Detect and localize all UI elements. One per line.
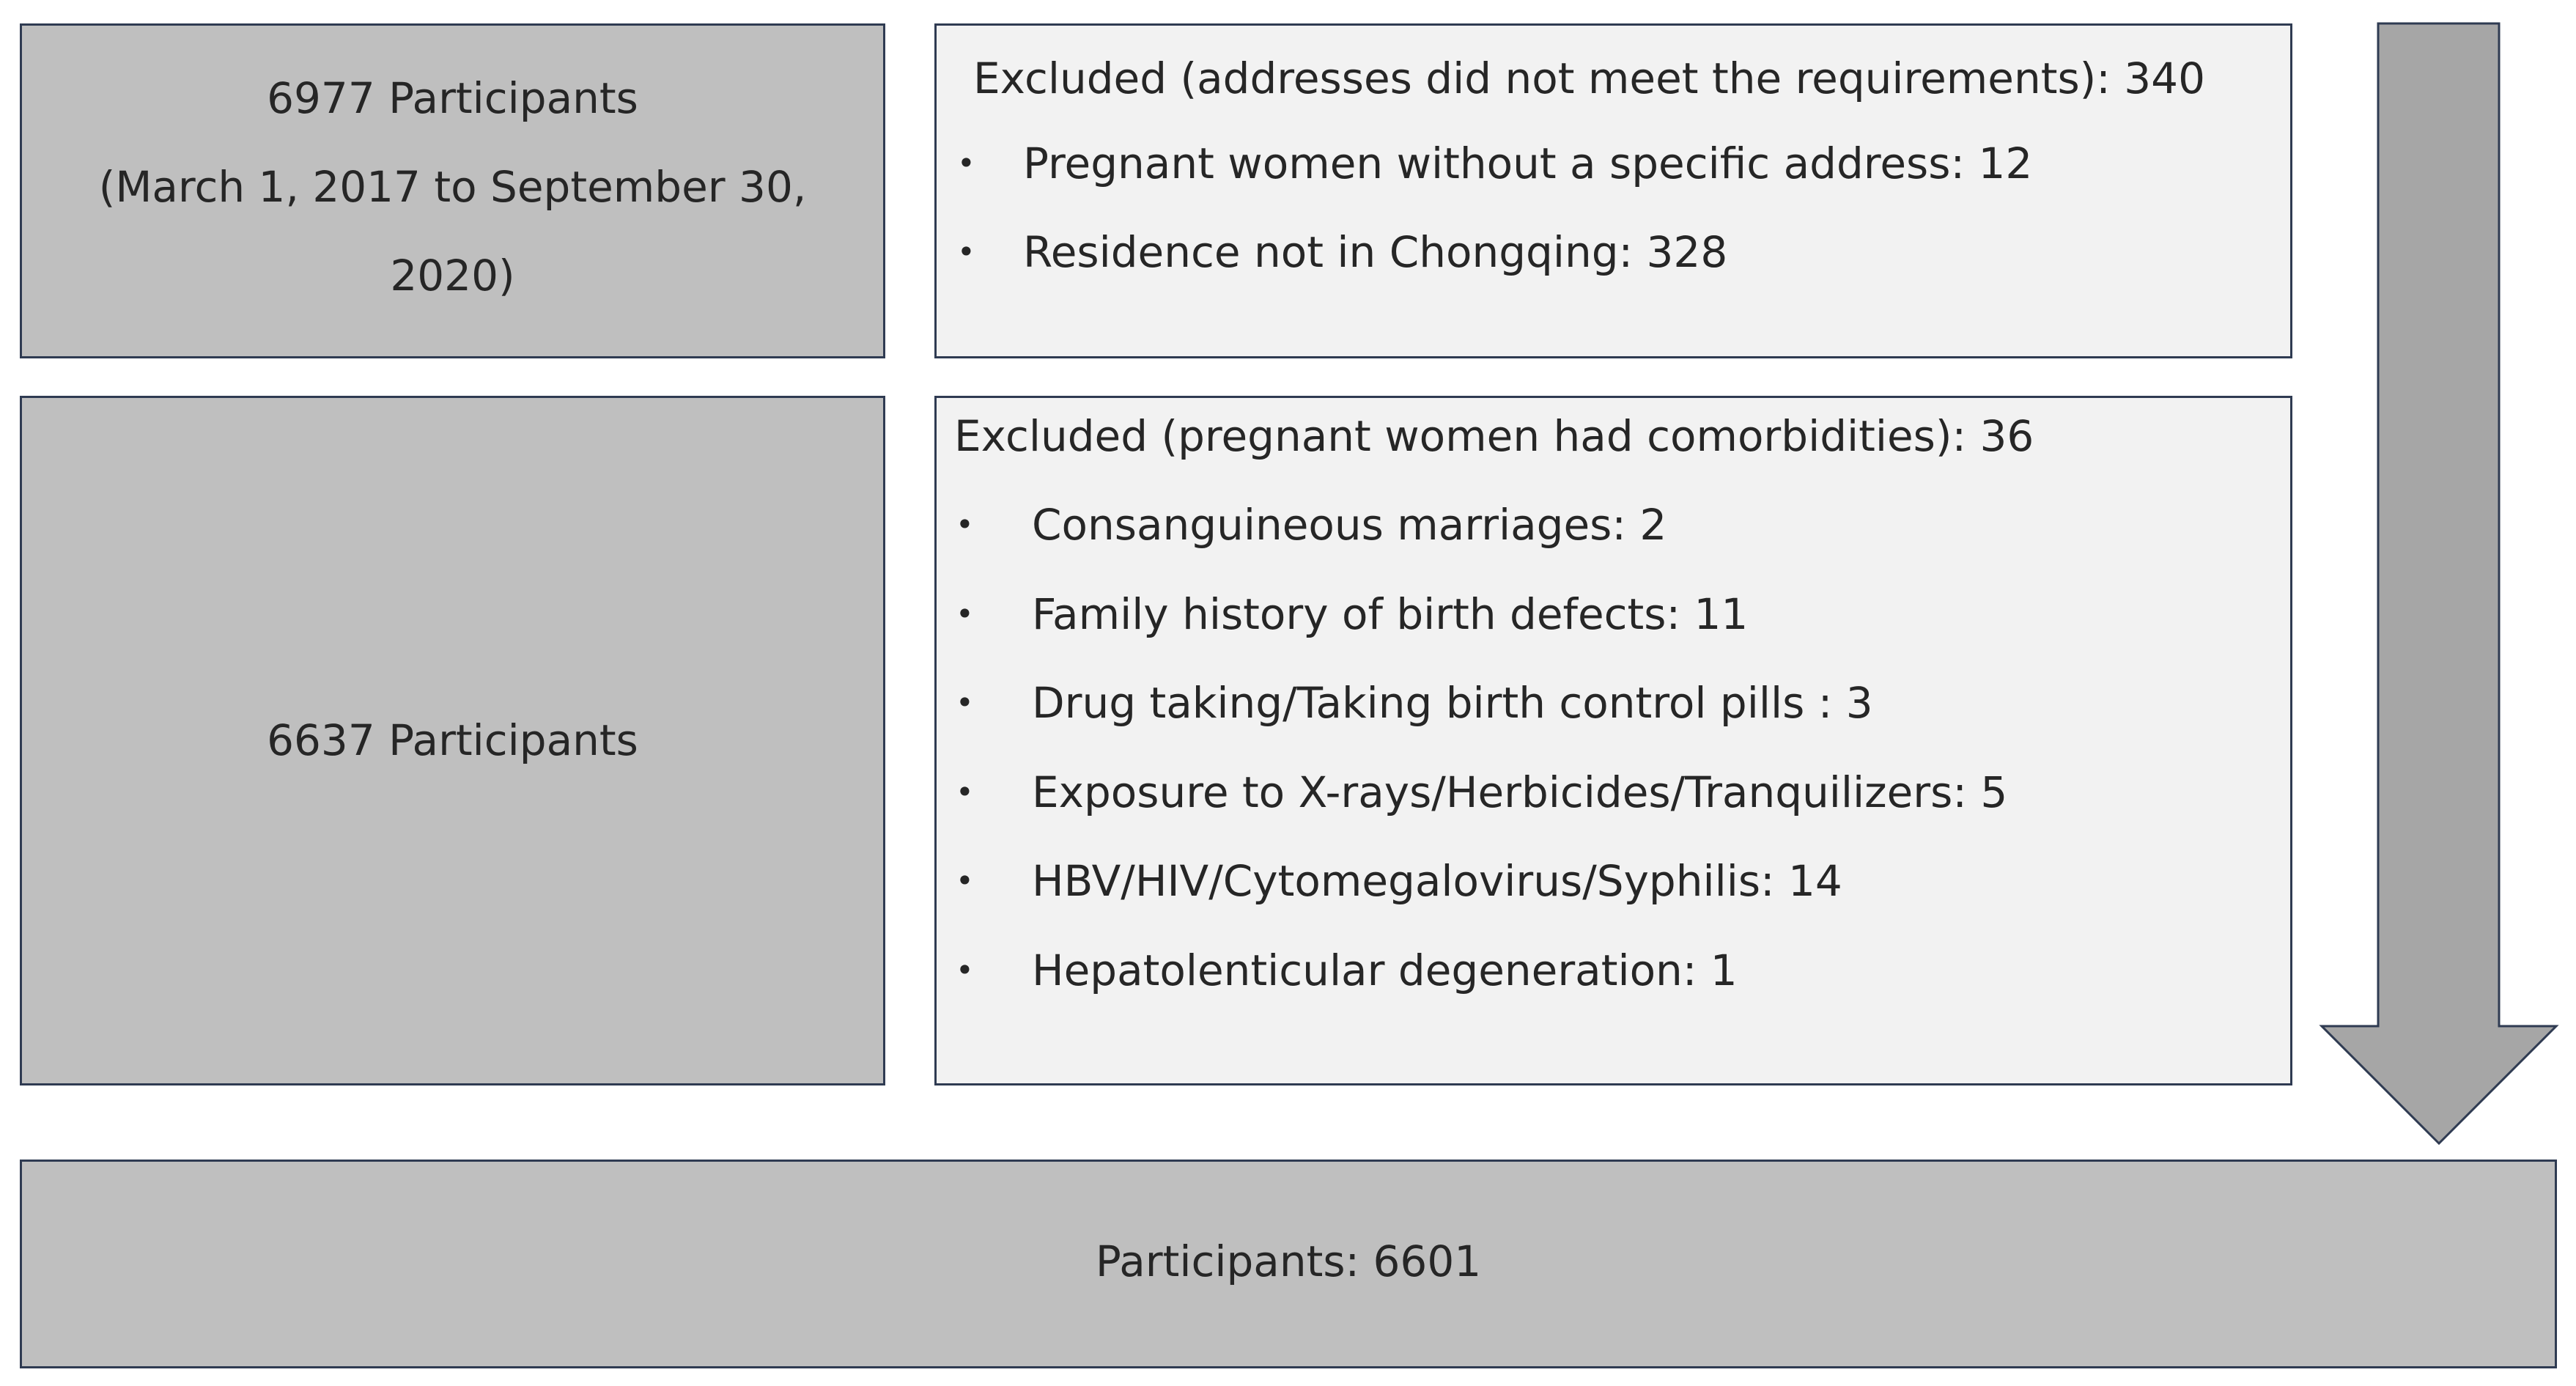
down-arrow-shape — [2322, 23, 2556, 1143]
bullet-icon: • — [956, 685, 974, 720]
intermediate-cohort-count: 6637 Participants — [267, 715, 638, 765]
exclusion-reason: HBV/HIV/Cytomegalovirus/Syphilis: 14 — [1032, 856, 1842, 906]
exclusion-reason: Exposure to X-rays/Herbicides/Tranquilizers: 5 — [1032, 767, 2008, 817]
initial-cohort-period-line1: (March 1, 2017 to September 30, — [98, 162, 807, 212]
bullet-icon: • — [957, 145, 975, 181]
exclusion-reason: Hepatolenticular degeneration: 1 — [1032, 945, 1738, 995]
final-cohort-count: Participants: 6601 — [1095, 1236, 1482, 1286]
bullet-icon: • — [956, 595, 974, 632]
exclusion-reason: Drug taking/Taking birth control pills : 3 — [1032, 678, 1873, 728]
bullet-icon: • — [956, 773, 974, 810]
exclusion-comorbidity-title: Excluded (pregnant women had comorbidities): 36 — [954, 411, 2034, 461]
bullet-icon: • — [956, 951, 974, 988]
exclusion-address-title: Excluded (addresses did not meet the requirements): 340 — [973, 54, 2205, 103]
exclusion-reason: Residence not in Chongqing: 328 — [1023, 227, 1728, 277]
exclusion-reason: Family history of birth defects: 11 — [1032, 589, 1749, 639]
exclusion-reason: Consanguineous marriages: 2 — [1032, 500, 1667, 550]
initial-cohort-count: 6977 Participants — [267, 73, 638, 123]
bullet-icon: • — [956, 863, 974, 899]
bullet-icon: • — [957, 234, 975, 270]
exclusion-reason: Pregnant women without a specific address: 12 — [1023, 139, 2033, 188]
bullet-icon: • — [956, 506, 974, 542]
initial-cohort-period-line2: 2020) — [390, 251, 515, 301]
